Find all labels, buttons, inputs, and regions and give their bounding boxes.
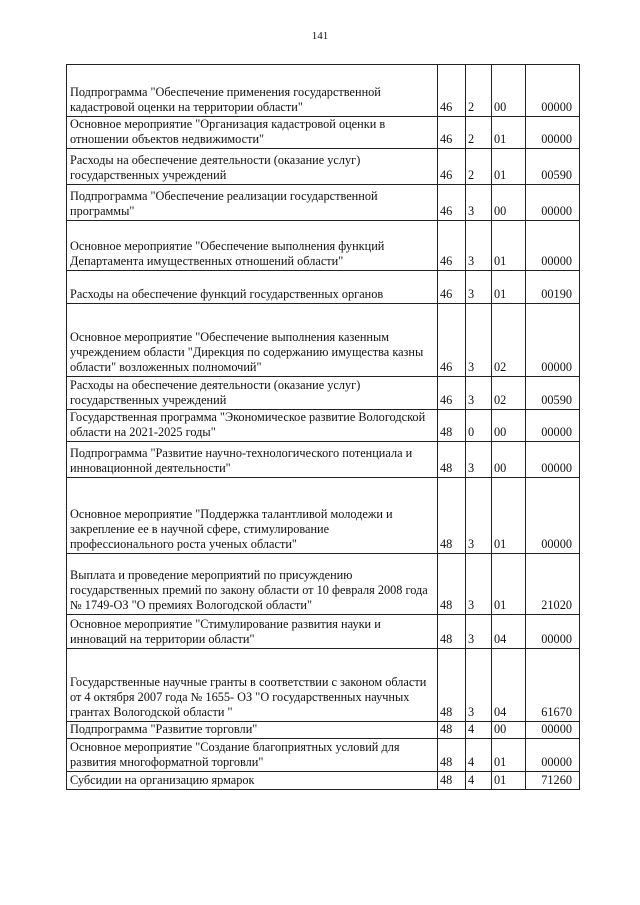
- row-code-cell: 02: [492, 304, 526, 377]
- row-code-cell: 01: [492, 117, 526, 149]
- row-code-cell: 2: [466, 117, 492, 149]
- row-code-cell: 48: [438, 772, 466, 790]
- row-code-cell: 48: [438, 554, 466, 615]
- table-row: [67, 615, 580, 649]
- row-code-cell: 48: [438, 739, 466, 772]
- row-name-cell: Подпрограмма "Обеспечение реализации государственной программы": [67, 185, 438, 221]
- table-row: [67, 554, 580, 615]
- row-target-code-cell: 71260: [526, 772, 580, 790]
- row-code-cell: 3: [466, 304, 492, 377]
- table-row: [67, 772, 580, 790]
- row-code-cell: 01: [492, 739, 526, 772]
- row-name-cell: Государственная программа "Экономическое развитие Вологодской области на 2021-2025 годы": [67, 410, 438, 442]
- row-code-cell: 2: [466, 65, 492, 117]
- row-target-code-cell: 21020: [526, 554, 580, 615]
- row-name-cell: Основное мероприятие "Организация кадастровой оценки в отношении объектов недвижимости": [67, 117, 438, 149]
- row-name-cell: Основное мероприятие "Обеспечение выполнения функций Департамента имущественных отношений области": [67, 221, 438, 271]
- table-row: [67, 739, 580, 772]
- table-row: [67, 377, 580, 410]
- row-target-code-cell: 00000: [526, 185, 580, 221]
- row-target-code-cell: 00000: [526, 739, 580, 772]
- page-number: 141: [311, 30, 329, 42]
- row-target-code-cell: 00000: [526, 221, 580, 271]
- row-code-cell: 4: [466, 739, 492, 772]
- row-code-cell: 46: [438, 65, 466, 117]
- row-target-code-cell: 00000: [526, 722, 580, 739]
- table-row: [67, 271, 580, 304]
- row-code-cell: 46: [438, 304, 466, 377]
- table-row: [67, 304, 580, 377]
- row-code-cell: 00: [492, 442, 526, 478]
- row-code-cell: 3: [466, 554, 492, 615]
- row-code-cell: 48: [438, 410, 466, 442]
- row-code-cell: 00: [492, 410, 526, 442]
- row-target-code-cell: 00590: [526, 149, 580, 185]
- row-code-cell: 01: [492, 554, 526, 615]
- row-code-cell: 46: [438, 271, 466, 304]
- row-code-cell: 46: [438, 221, 466, 271]
- row-name-cell: Основное мероприятие "Поддержка талантливой молодежи и закрепление ее в научной сфере, стимулирование профессионального роста ученых области": [67, 478, 438, 554]
- row-code-cell: 48: [438, 649, 466, 722]
- row-name-cell: Подпрограмма "Развитие научно-технологического потенциала и инновационной деятельности": [67, 442, 438, 478]
- row-target-code-cell: 00000: [526, 65, 580, 117]
- row-code-cell: 46: [438, 149, 466, 185]
- row-name-cell: Расходы на обеспечение деятельности (оказание услуг) государственных учреждений: [67, 149, 438, 185]
- row-code-cell: 3: [466, 442, 492, 478]
- row-target-code-cell: 00000: [526, 478, 580, 554]
- row-code-cell: 00: [492, 722, 526, 739]
- row-code-cell: 3: [466, 377, 492, 410]
- table-row: [67, 149, 580, 185]
- row-name-cell: Государственные научные гранты в соответствии с законом области от 4 октября 2007 года № 1655- ОЗ "О государственных научных грантах Вологодской области ": [67, 649, 438, 722]
- table-row: [67, 117, 580, 149]
- row-target-code-cell: 00590: [526, 377, 580, 410]
- row-code-cell: 3: [466, 185, 492, 221]
- row-name-cell: Основное мероприятие "Обеспечение выполнения казенным учреждением области "Дирекция по содержанию имущества казны области" возложенных полномочий": [67, 304, 438, 377]
- table-row: [67, 185, 580, 221]
- row-target-code-cell: 00000: [526, 442, 580, 478]
- budget-table: [66, 64, 580, 790]
- table-row: [67, 410, 580, 442]
- row-code-cell: 4: [466, 722, 492, 739]
- table-row: [67, 478, 580, 554]
- row-code-cell: 02: [492, 377, 526, 410]
- row-code-cell: 3: [466, 271, 492, 304]
- table-row: [67, 65, 580, 117]
- row-target-code-cell: 00000: [526, 410, 580, 442]
- row-code-cell: 3: [466, 478, 492, 554]
- row-name-cell: Выплата и проведение мероприятий по присуждению государственных премий по закону области от 10 февраля 2008 года № 1749-ОЗ "О премиях Вологодской области": [67, 554, 438, 615]
- row-name-cell: Субсидии на организацию ярмарок: [67, 772, 438, 790]
- row-code-cell: 48: [438, 722, 466, 739]
- row-code-cell: 0: [466, 410, 492, 442]
- table-row: [67, 221, 580, 271]
- table-row: [67, 722, 580, 739]
- row-target-code-cell: 00000: [526, 304, 580, 377]
- row-code-cell: 4: [466, 772, 492, 790]
- row-code-cell: 48: [438, 615, 466, 649]
- row-name-cell: Подпрограмма "Обеспечение применения государственной кадастровой оценки на территории области": [67, 65, 438, 117]
- row-name-cell: Расходы на обеспечение функций государственных органов: [67, 271, 438, 304]
- row-code-cell: 3: [466, 221, 492, 271]
- row-target-code-cell: 00190: [526, 271, 580, 304]
- row-code-cell: 3: [466, 649, 492, 722]
- row-target-code-cell: 00000: [526, 615, 580, 649]
- row-name-cell: Подпрограмма "Развитие торговли": [67, 722, 438, 739]
- row-name-cell: Расходы на обеспечение деятельности (оказание услуг) государственных учреждений: [67, 377, 438, 410]
- row-code-cell: 46: [438, 185, 466, 221]
- row-name-cell: Основное мероприятие "Стимулирование развития науки и инноваций на территории области": [67, 615, 438, 649]
- row-code-cell: 00: [492, 185, 526, 221]
- budget-table-body: [67, 65, 580, 790]
- row-target-code-cell: 61670: [526, 649, 580, 722]
- table-row: [67, 442, 580, 478]
- row-code-cell: 04: [492, 615, 526, 649]
- row-code-cell: 01: [492, 478, 526, 554]
- row-code-cell: 04: [492, 649, 526, 722]
- row-code-cell: 01: [492, 149, 526, 185]
- row-code-cell: 2: [466, 149, 492, 185]
- row-code-cell: 48: [438, 478, 466, 554]
- row-name-cell: Основное мероприятие "Создание благоприятных условий для развития многоформатной торговли": [67, 739, 438, 772]
- row-code-cell: 01: [492, 221, 526, 271]
- row-target-code-cell: 00000: [526, 117, 580, 149]
- row-code-cell: 46: [438, 377, 466, 410]
- row-code-cell: 48: [438, 442, 466, 478]
- row-code-cell: 01: [492, 271, 526, 304]
- row-code-cell: 46: [438, 117, 466, 149]
- table-row: [67, 649, 580, 722]
- row-code-cell: 00: [492, 65, 526, 117]
- row-code-cell: 3: [466, 615, 492, 649]
- row-code-cell: 01: [492, 772, 526, 790]
